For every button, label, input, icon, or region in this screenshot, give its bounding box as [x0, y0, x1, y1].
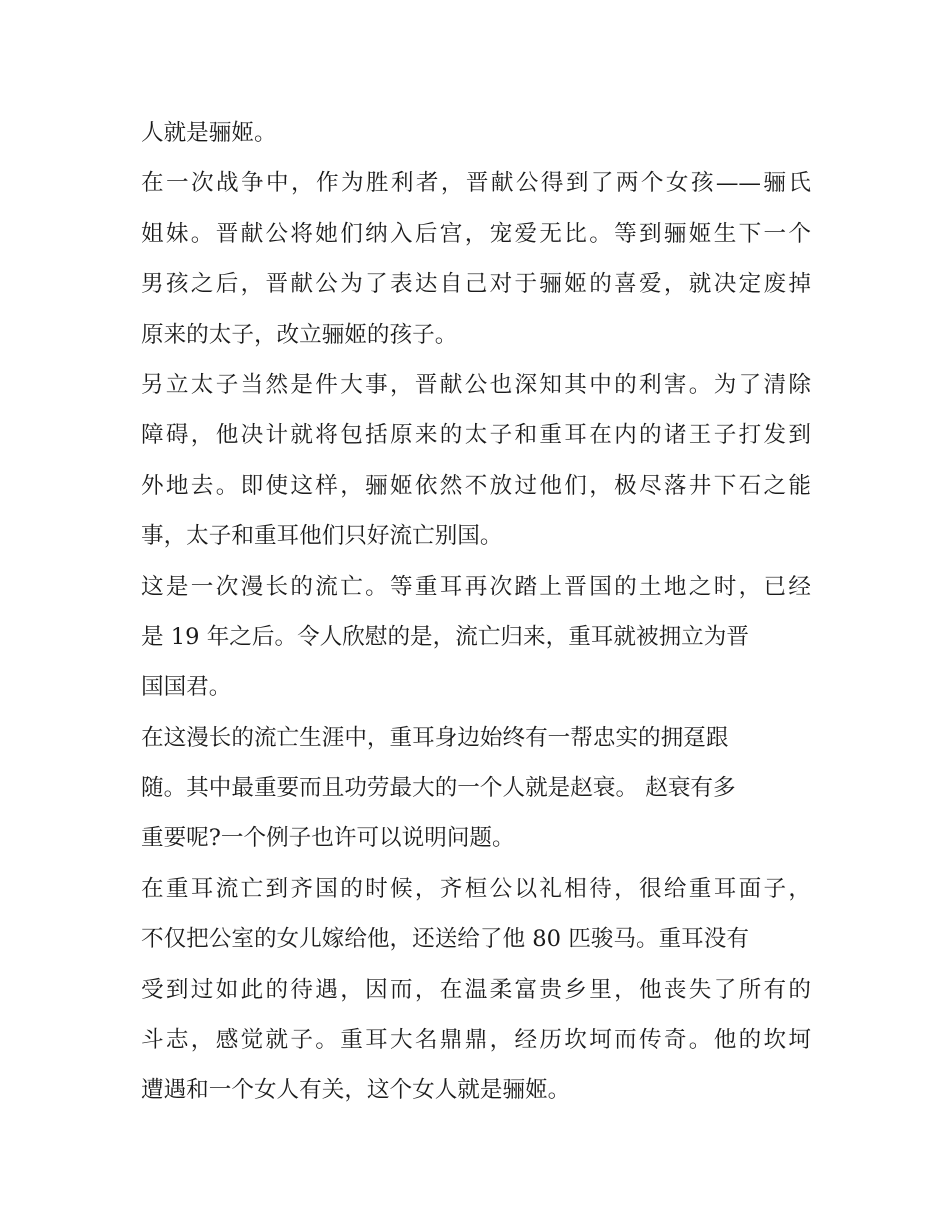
text-line: 在这漫长的流亡生涯中，重耳身边始终有一帮忠实的拥趸跟 — [141, 724, 729, 751]
text-line: 人就是骊姬。 — [141, 120, 277, 146]
text-line: 原来的太子，改立骊姬的孩子。 — [141, 321, 458, 348]
text-line: 障碍，他决计就将包括原来的太子和重耳在内的诸王子打发到 — [141, 422, 811, 449]
text-line: 重要呢?一个例子也许可以说明问题。 — [141, 825, 515, 852]
text-line: 在一次战争中，作为胜利者，晋献公得到了两个女孩——骊氏 — [141, 170, 811, 197]
text-line: 男孩之后，晋献公为了表达自己对于骊姬的喜爱，就决定废掉 — [141, 271, 811, 298]
text-line: 受到过如此的待遇，因而，在温柔富贵乡里，他丧失了所有的 — [141, 976, 811, 1003]
text-line: 国国君。 — [141, 674, 232, 701]
text-line: 是 19 年之后。令人欣慰的是，流亡归来，重耳就被拥立为晋 — [141, 623, 749, 650]
text-line: 事，太子和重耳他们只好流亡别国。 — [141, 523, 503, 550]
text-line: 在重耳流亡到齐国的时候，齐桓公以礼相待，很给重耳面子， — [141, 875, 811, 902]
body-text — [141, 108, 811, 1116]
text-line: 随。其中最重要而且功劳最大的一个人就是赵衰。 赵衰有多 — [141, 775, 736, 802]
text-line: 不仅把公室的女儿嫁给他，还送给了他 80 匹骏马。重耳没有 — [141, 926, 749, 953]
text-line: 斗志，感觉就子。重耳大名鼎鼎，经历坎坷而传奇。他的坎坷 — [141, 1027, 811, 1054]
text-line: 遭遇和一个女人有关，这个女人就是骊姬。 — [141, 1077, 571, 1104]
text-line: 外地去。即使这样，骊姬依然不放过他们，极尽落井下石之能 — [141, 472, 811, 499]
text-line: 另立太子当然是件大事，晋献公也深知其中的利害。为了清除 — [141, 371, 811, 398]
text-line: 这是一次漫长的流亡。等重耳再次踏上晋国的土地之时，已经 — [141, 573, 811, 600]
text-line: 姐妹。晋献公将她们纳入后宫，宠爱无比。等到骊姬生下一个 — [141, 220, 811, 247]
